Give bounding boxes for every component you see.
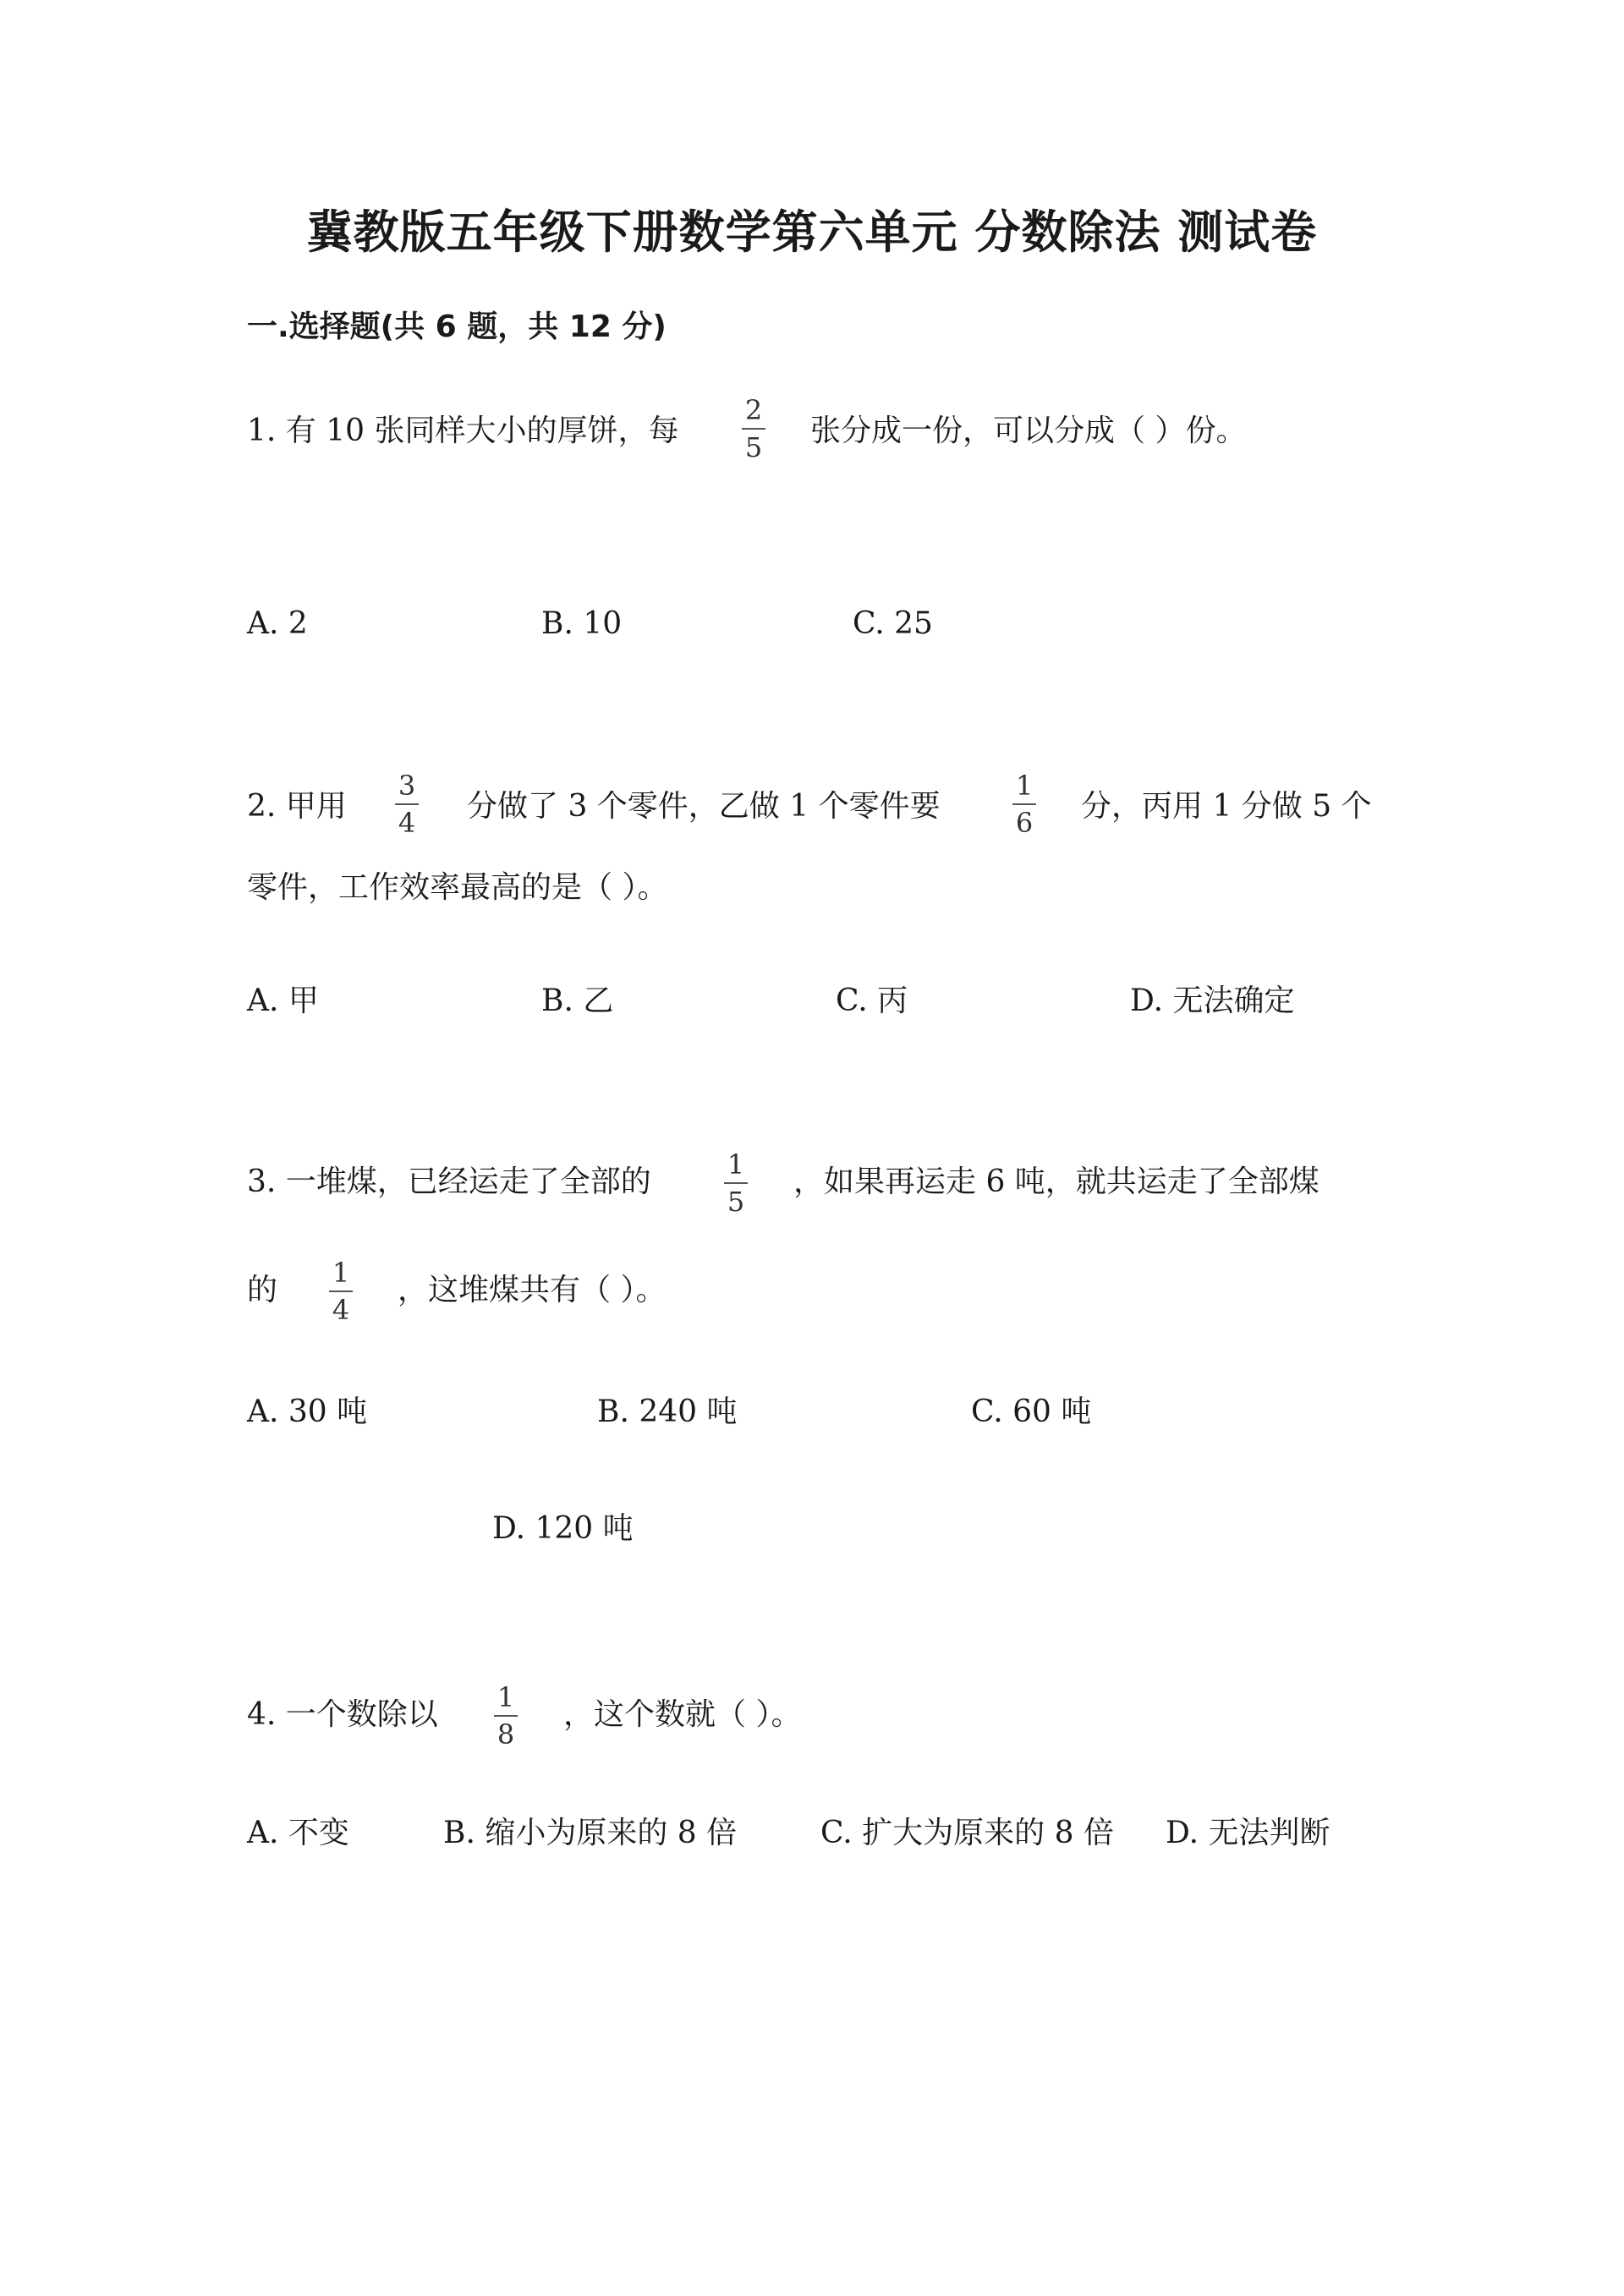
fraction-numerator: 2: [744, 394, 763, 426]
fraction-denominator: 5: [744, 431, 763, 463]
fraction-bar: [724, 1182, 748, 1184]
question-4-text-part2: ，这个数就（ ）。: [563, 1697, 802, 1732]
question-1-text-part2: 张分成一份，可以分成（ ）份。: [810, 414, 1247, 448]
question-2-text-part3: 分，丙用 1 分做 5 个: [1081, 789, 1372, 824]
question-4-option-b[interactable]: B. 缩小为原来的 8 倍: [443, 1816, 738, 1850]
fraction-bar: [395, 803, 419, 805]
page-title: 冀教版五年级下册数学第六单元 分数除法 测试卷: [306, 205, 1318, 259]
fraction-numerator: 1: [727, 1148, 745, 1181]
fraction-numerator: 3: [398, 770, 416, 802]
question-1-option-a[interactable]: A. 2: [247, 606, 308, 641]
fraction-numerator: 1: [332, 1257, 350, 1289]
section-heading: 一.选择题(共 6 题，共 12 分): [247, 310, 667, 344]
question-4-fraction: [489, 1683, 523, 1749]
question-2-text-line2: 零件，工作效率最高的是（ ）。: [247, 870, 668, 905]
question-4-option-c[interactable]: C. 扩大为原来的 8 倍: [820, 1816, 1114, 1850]
question-1-option-c[interactable]: C. 25: [853, 606, 933, 641]
question-3-text-part1: 3. 一堆煤，已经运走了全部的: [247, 1164, 651, 1199]
fraction-bar: [329, 1290, 353, 1292]
question-2-option-b[interactable]: B. 乙: [541, 984, 614, 1018]
question-2-option-d[interactable]: D. 无法确定: [1130, 984, 1295, 1018]
fraction-numerator: 1: [497, 1681, 515, 1713]
fraction-denominator: 8: [497, 1718, 515, 1751]
question-1-fraction: [737, 396, 771, 462]
fraction-numerator: 1: [1015, 770, 1034, 802]
question-4-option-a[interactable]: A. 不变: [247, 1816, 349, 1850]
question-2-text-part1: 2. 甲用: [247, 789, 347, 824]
question-3-fraction-2: [324, 1258, 358, 1324]
fraction-denominator: 4: [332, 1294, 350, 1326]
fraction-denominator: 6: [1015, 807, 1034, 839]
question-1-text-part1: 1. 有 10 张同样大小的厚饼，每: [247, 414, 679, 448]
question-2-fraction-2: [1007, 771, 1041, 837]
question-1-option-b[interactable]: B. 10: [541, 606, 623, 641]
fraction-denominator: 5: [727, 1186, 745, 1218]
question-3-option-c[interactable]: C. 60 吨: [971, 1395, 1092, 1429]
question-2-fraction-1: [390, 771, 424, 837]
question-4-option-d[interactable]: D. 无法判断: [1166, 1816, 1330, 1850]
question-3-option-a[interactable]: A. 30 吨: [247, 1395, 368, 1429]
question-2-option-c[interactable]: C. 丙: [836, 984, 908, 1018]
fraction-denominator: 4: [398, 807, 416, 839]
question-3-option-b[interactable]: B. 240 吨: [597, 1395, 738, 1429]
fraction-bar: [1012, 803, 1036, 805]
question-2-text-part2: 分做了 3 个零件，乙做 1 个零件要: [467, 789, 941, 824]
question-3-fraction-1: [719, 1150, 753, 1216]
question-3-text-part2: ，如果再运走 6 吨，就共运走了全部煤: [793, 1164, 1320, 1199]
question-2-option-a[interactable]: A. 甲: [247, 984, 319, 1018]
question-4-text-part1: 4. 一个数除以: [247, 1697, 438, 1732]
fraction-bar: [494, 1715, 518, 1717]
question-3-option-d[interactable]: D. 120 吨: [492, 1511, 634, 1546]
question-3-text-line2-part2: ，这堆煤共有（ ）。: [398, 1273, 667, 1307]
question-3-text-line2-part1: 的: [247, 1273, 278, 1307]
fraction-bar: [742, 428, 765, 430]
